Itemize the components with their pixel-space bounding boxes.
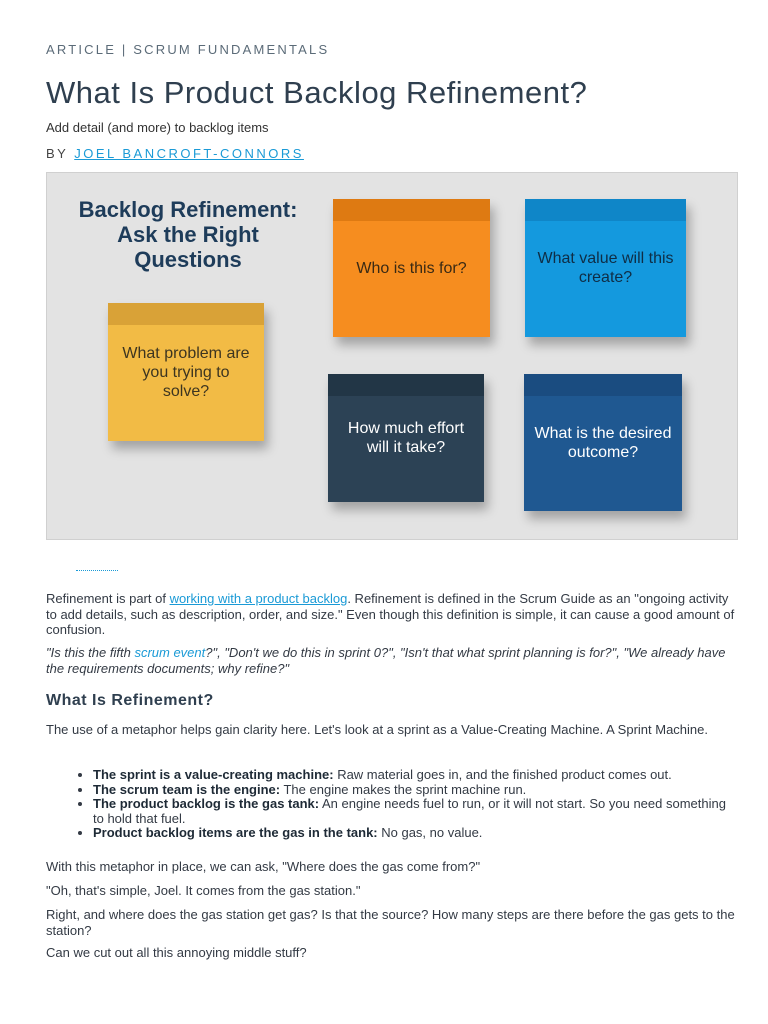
- sticky-tape: [524, 374, 682, 396]
- sticky-note-who: [333, 199, 490, 337]
- text-run: Refinement is part of: [46, 591, 170, 606]
- sticky-note-text: What is the desired outcome?: [534, 424, 672, 461]
- sticky-note-outcome: [524, 374, 682, 511]
- scrum-event-link[interactable]: scrum event: [134, 645, 206, 660]
- list-item-text: Raw material goes in, and the finished product comes out.: [333, 767, 672, 782]
- image-credit-link[interactable]: [76, 570, 118, 571]
- intro-paragraph: [46, 591, 736, 638]
- author-link[interactable]: JOEL BANCROFT-CONNORS: [74, 146, 304, 161]
- paragraph-gas: With this metaphor in place, we can ask, "Where does the gas come from?": [46, 859, 481, 874]
- text-run: . Refinement is defined in the Scrum Guide as an "ongoing activity to add details, such as description, order, and size." Even though this definition is simple, it can cause a good amount of confusion.: [46, 591, 735, 637]
- sticky-tape: [108, 303, 264, 325]
- hero-title-line: Questions: [134, 247, 242, 272]
- article-subtitle: Add detail (and more) to backlog items: [46, 120, 269, 135]
- sticky-note-value: [525, 199, 686, 337]
- sticky-note-text: Who is this for?: [356, 259, 467, 277]
- hero-title-line: Backlog Refinement:: [78, 197, 298, 222]
- sticky-tape: [525, 199, 686, 221]
- list-item-bold: The product backlog is the gas tank:: [93, 796, 320, 811]
- list-item-text: The engine makes the sprint machine run.: [280, 781, 527, 797]
- paragraph-source: Right, and where does the gas station get gas? Is that the source? How many steps are there before the gas gets to the station?: [46, 907, 735, 938]
- list-item-bold: The scrum team is the engine:: [93, 781, 281, 797]
- metaphor-paragraph: The use of a metaphor helps gain clarity here. Let's look at a sprint as a Value-Creating Machine. A Sprint Machine.: [46, 722, 708, 737]
- hero-image: [46, 172, 738, 540]
- article-category: ARTICLE | SCRUM FUNDAMENTALS: [46, 42, 330, 57]
- hero-title: [47, 197, 329, 272]
- sticky-note-text: How much effort will it take?: [347, 420, 465, 456]
- list-item: [93, 826, 736, 841]
- sticky-tape: [333, 199, 490, 221]
- metaphor-list: [46, 768, 736, 841]
- sticky-note-text: What problem are you trying to solve?: [122, 344, 250, 400]
- sticky-tape: [328, 374, 484, 396]
- sticky-note-text: What value will this create?: [537, 250, 674, 286]
- list-item-text: No gas, no value.: [377, 825, 483, 840]
- list-item-text: An engine needs fuel to run, or it will not start. So you need something to hold that fuel.: [93, 796, 726, 826]
- list-item: [93, 783, 736, 798]
- hero-title-line: Ask the Right: [117, 222, 259, 247]
- product-backlog-link[interactable]: working with a product backlog: [169, 591, 348, 606]
- page-title: What Is Product Backlog Refinement?: [46, 75, 588, 110]
- list-item: [93, 768, 736, 783]
- paragraph-gas-station: "Oh, that's simple, Joel. It comes from the gas station.": [46, 883, 361, 898]
- byline: [46, 146, 304, 161]
- list-item: [93, 797, 736, 826]
- sticky-note-effort: [328, 374, 484, 502]
- quote-paragraph: [46, 645, 736, 676]
- text-run: "Is this the fifth: [46, 645, 135, 660]
- text-run: ?", "Don't we do this in sprint 0?", "Isn't that what sprint planning is for?", "We already have the requirements documents; why refine?": [46, 645, 726, 676]
- list-item-bold: The sprint is a value-creating machine:: [93, 767, 334, 782]
- section-heading: What Is Refinement?: [46, 692, 214, 709]
- sticky-note-problem: [108, 303, 264, 441]
- list-item-bold: Product backlog items are the gas in the tank:: [93, 825, 378, 840]
- paragraph-middle: Can we cut out all this annoying middle stuff?: [46, 945, 307, 960]
- byline-prefix: BY: [46, 146, 69, 161]
